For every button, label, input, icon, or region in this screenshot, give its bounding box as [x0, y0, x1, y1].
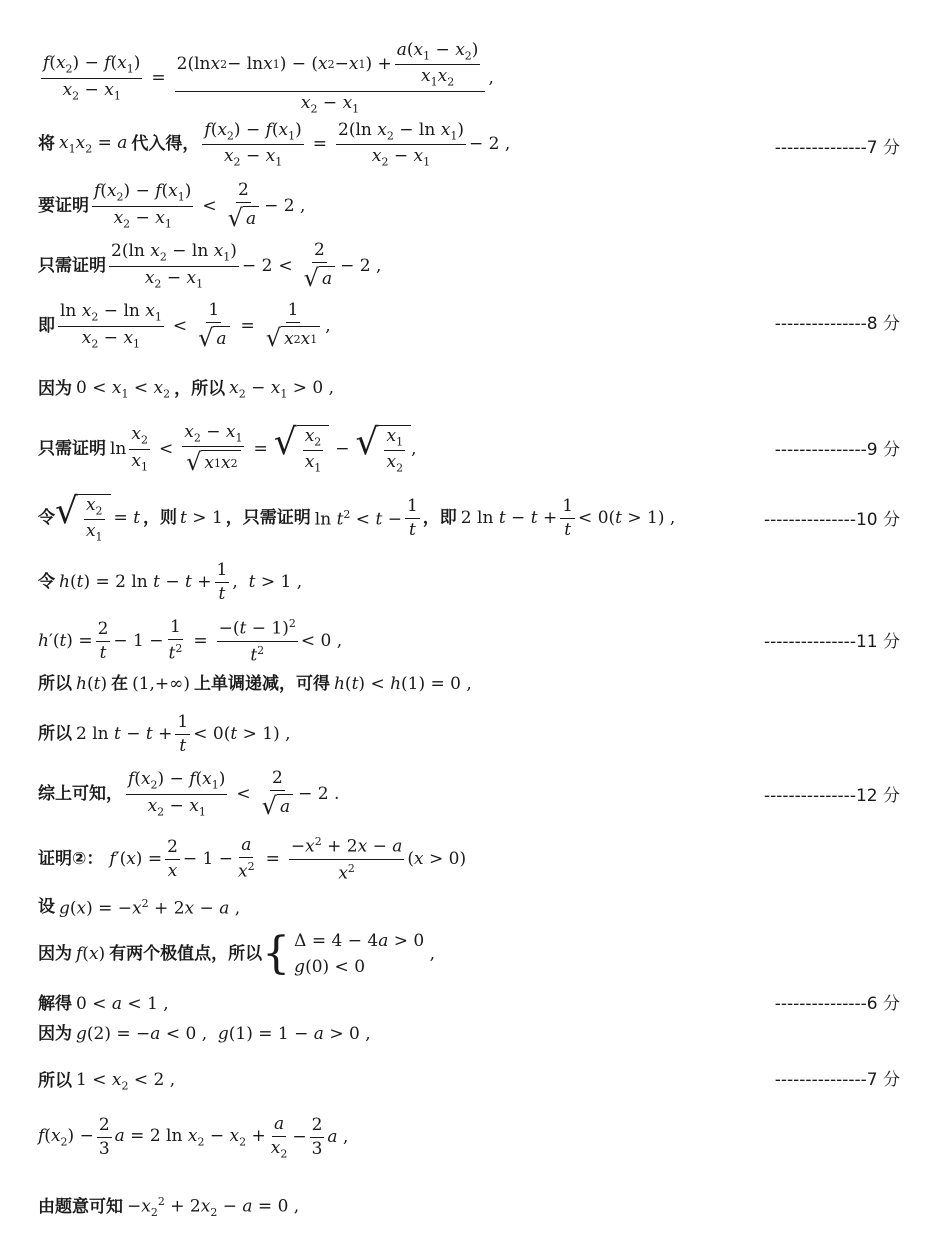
- text: 所以: [38, 674, 72, 694]
- text: 令: [38, 507, 55, 528]
- line-8: 令 √ $\frac{x_2}{x_1}$ = t ，则 t > 1 ，只需证明 $\ln t^2 < t$ − $\frac{1}{t}$ ，即 2 ln t − t + $\frac{1}{t}$ < 0(t > 1) , ---------------10 分: [38, 491, 900, 544]
- line-13: 综上可知， $\frac{f(x_2) - f(x_1)}{x_2 - x_1}$ < 2 √ a − 2 . ---------------12 分: [38, 768, 900, 820]
- text: ，所以: [174, 379, 226, 400]
- score-mark: ---------------10 分: [763, 510, 900, 530]
- text: 因为: [38, 943, 72, 964]
- line-4: 只需证明 $\frac{2(\ln x_2 - \ln x_1)}{x_2 - x_1}$ − 2 < 2 √ a − 2 ,: [38, 240, 382, 292]
- text: 将: [38, 134, 55, 155]
- score-mark: ---------------6 分: [774, 994, 900, 1014]
- text: 即: [38, 315, 55, 336]
- line-1: $\frac{f(x_2) - f(x_1)}{x_2 - x_1}$ = 2(ln x 2 − ln x 1 ) − ( x 2 − x 1 ) + $\frac{a(x_1 - x_2)}{x_1x_2}$ $x_2 - x_1$ ,: [43, 40, 494, 116]
- text: 令: [38, 572, 55, 592]
- text: 因为: [38, 379, 72, 400]
- text: ，只需证明: [225, 507, 311, 528]
- score-mark: ---------------12 分: [763, 786, 900, 806]
- text: 代入得，: [131, 134, 200, 155]
- line-15: 设 $g(x) = -x^2 + 2x - a$ ,: [38, 897, 241, 919]
- line-12: 所以 2 ln t − t + $\frac{1}{t}$ < 0(t > 1) ,: [38, 712, 291, 756]
- line-2: 将 $x_1x_2 = a$ 代入得， $\frac{f(x_2) - f(x_1)}{x_2 - x_1}$ = $\frac{2(\ln x_2 - \ln x_1)}{x_2 - x_1}$ − 2 , ---------------7 分: [38, 120, 900, 169]
- score-mark: ---------------8 分: [774, 314, 900, 334]
- line-17: 解得 0 < a < 1 , ---------------6 分: [38, 994, 900, 1014]
- text: 只需证明: [38, 438, 106, 459]
- line-3: 要证明 $\frac{f(x_2) - f(x_1)}{x_2 - x_1}$ < 2 √ a − 2 ,: [38, 180, 306, 232]
- text: ，即: [422, 507, 457, 528]
- fraction: $\frac{f(x_2) - f(x_1)}{x_2 - x_1}$: [43, 53, 141, 102]
- text: 设: [38, 897, 55, 918]
- brace: {: [262, 928, 291, 979]
- text: 因为: [38, 1024, 72, 1044]
- line-19: 所以 $1 < x_2 < 2$ , ---------------7 分: [38, 1070, 900, 1093]
- line-14: 证明②： f′(x) = $\frac{2}{x}$ − 1 − $\frac{a}{x^2}$ = $\frac{-x^2 + 2x - a}{x^2}$ (x > 0): [38, 835, 467, 884]
- text: 由题意可知: [38, 1196, 123, 1217]
- line-18: 因为 g(2) = −a < 0 , g(1) = 1 − a > 0 ,: [38, 1024, 371, 1044]
- text: 要证明: [38, 195, 89, 216]
- line-16: 因为 f(x) 有两个极值点，所以 { Δ = 4 − 4a > 0 g(0) < 0 ,: [38, 928, 436, 979]
- equation-system: Δ = 4 − 4a > 0 g(0) < 0: [294, 931, 425, 977]
- line-6: 因为 $0 < x_1 < x_2$ ，所以 $x_2 - x_1 > 0$ ,: [38, 378, 335, 401]
- text: 证明②：: [38, 848, 104, 869]
- line-10: h′(t) = $\frac{2}{t}$ − 1 − $\frac{1}{t^2}$ = $\frac{-(t - 1)^2}{t^2}$ < 0 , ---------------11 分: [38, 617, 900, 666]
- line-9: 令 h(t) = 2 ln t − t + $\frac{1}{t}$ , t > 1 ,: [38, 560, 303, 604]
- text: 所以: [38, 1071, 72, 1092]
- line-11: 所以 h(t) 在 (1,+∞) 上单调递减，可得 h(t) < h(1) = 0 ,: [38, 674, 472, 694]
- line-20: $f(x_2)$ − $\frac{2}{3}$ a = 2 $\ln x_2 - x_2$ + $\frac{a}{x_2}$ − $\frac{2}{3}$ a ,: [38, 1114, 349, 1161]
- score-mark: ---------------9 分: [774, 440, 900, 460]
- text: 解得: [38, 994, 72, 1014]
- text: 在: [111, 674, 129, 694]
- score-mark: ---------------7 分: [774, 1070, 900, 1090]
- text: 所以: [38, 724, 72, 744]
- score-mark: ---------------7 分: [774, 138, 900, 158]
- line-7: 只需证明 ln $\frac{x_2}{x_1}$ < $x_2 - x_1$ √ x 1 x 2 = √ $\frac{x_2}{x_1}$ − √ $\frac{x_1}{x_2}$ , ---------------9 分: [38, 421, 900, 477]
- score-mark: ---------------11 分: [763, 632, 900, 652]
- text: 综上可知，: [38, 783, 123, 804]
- text: ，则: [143, 507, 178, 528]
- line-5: 即 $\frac{\ln x_2 - \ln x_1}{x_2 - x_1}$ < 1 √ a = 1 √ x 2 x 1 , ---------------8 分: [38, 300, 900, 352]
- text: 只需证明: [38, 255, 106, 276]
- text: 上单调递减，可得: [193, 674, 330, 694]
- text: 有两个极值点，所以: [109, 943, 263, 964]
- fraction: 2(ln x 2 − ln x 1 ) − ( x 2 − x 1 ) + $\frac{a(x_1 - x_2)}{x_1x_2}$ $x_2 - x_1$: [175, 42, 486, 114]
- line-21: 由题意可知 $-x_2^2 + 2x_2 - a = 0$ ,: [38, 1195, 300, 1220]
